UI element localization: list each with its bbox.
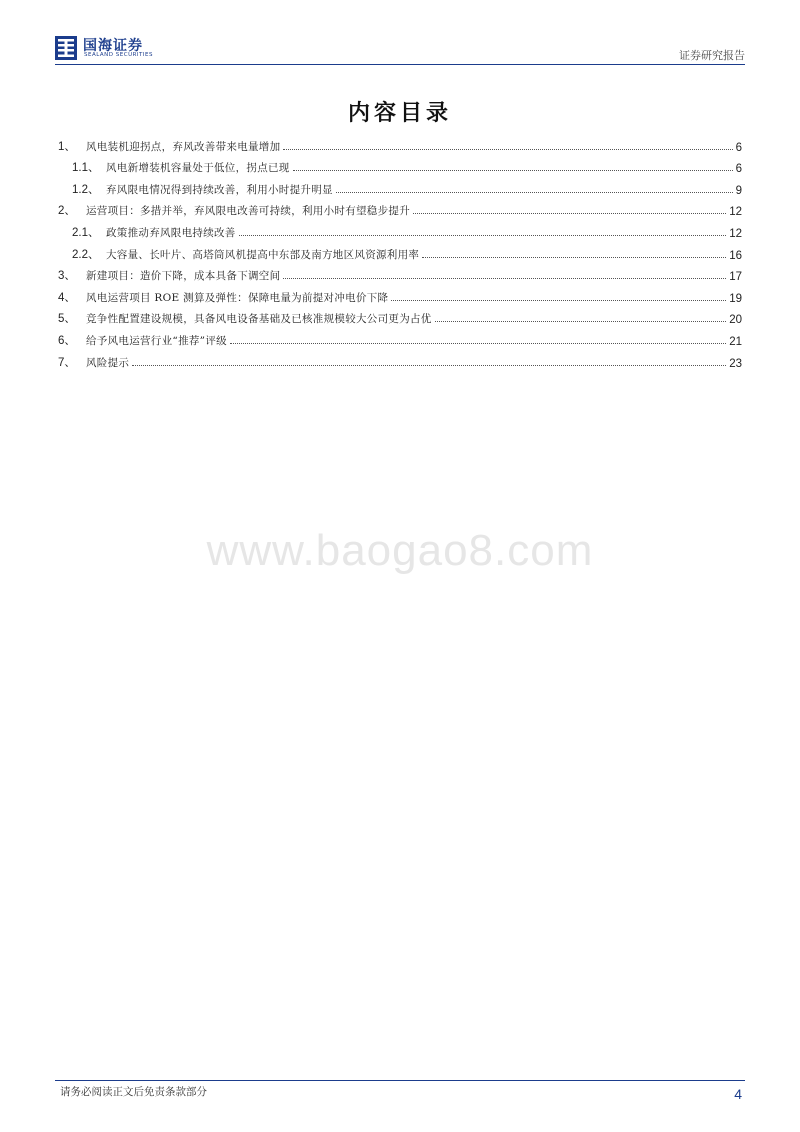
toc-entry-page: 21 xyxy=(729,335,742,348)
toc-entry[interactable] xyxy=(58,132,742,154)
toc-entry-title: 风电装机迎拐点，弃风改善带来电量增加 xyxy=(86,140,281,153)
toc-entry-title: 新建项目：造价下降，成本具备下调空间 xyxy=(86,270,281,283)
toc-entry[interactable] xyxy=(58,154,742,176)
toc-entry-title: 给予风电运营行业“推荐”评级 xyxy=(86,334,227,347)
toc-leader-dots xyxy=(413,213,726,214)
toc-entry-title: 风险提示 xyxy=(86,356,130,369)
toc-entry[interactable] xyxy=(58,262,742,284)
toc-leader-dots xyxy=(391,300,726,301)
logo-chinese-name: 国海证券 xyxy=(83,38,143,54)
toc-entry[interactable] xyxy=(58,283,742,305)
toc-leader-dots xyxy=(283,149,732,150)
toc-leader-dots xyxy=(230,343,726,344)
toc-entry-title: 风电新增装机容量处于低位，拐点已现 xyxy=(106,162,290,175)
toc-leader-dots xyxy=(336,192,733,193)
toc-entry[interactable] xyxy=(58,348,742,370)
toc-title: 内容目录 xyxy=(347,100,452,126)
toc-entry-page: 17 xyxy=(729,271,742,284)
toc-entry-number: 2.2、 xyxy=(72,248,100,261)
toc-entry-number: 1、 xyxy=(58,140,76,153)
header-divider xyxy=(55,64,745,65)
toc-leader-dots xyxy=(283,278,726,279)
toc-entry-number: 1.2、 xyxy=(72,183,100,196)
report-type-label: 证券研究报告 xyxy=(679,49,745,62)
page-header xyxy=(55,34,745,64)
toc-entry[interactable] xyxy=(58,197,742,219)
sealand-logo-icon xyxy=(55,36,77,60)
toc-entry[interactable] xyxy=(58,218,742,240)
toc-entry-title: 大容量、长叶片、高塔筒风机提高中东部及南方地区风资源利用率 xyxy=(106,248,420,261)
toc-entry[interactable] xyxy=(58,326,742,348)
toc-leader-dots xyxy=(132,365,726,366)
toc-entry-title: 弃风限电情况得到持续改善，利用小时提升明显 xyxy=(106,183,333,196)
toc-entry-title: 政策推动弃风限电持续改善 xyxy=(106,226,236,239)
toc-entry-page: 9 xyxy=(735,184,742,197)
toc-entry-page: 12 xyxy=(729,206,742,219)
toc-entry-number: 3、 xyxy=(58,270,76,283)
toc-entry-number: 4、 xyxy=(58,291,76,304)
toc-entry-title: 运营项目：多措并举，弃风限电改善可持续，利用小时有望稳步提升 xyxy=(86,205,410,218)
toc-entry-number: 2.1、 xyxy=(72,226,100,239)
disclaimer-note: 请务必阅读正文后免责条款部分 xyxy=(60,1086,207,1098)
toc-entry-page: 12 xyxy=(729,227,742,240)
toc-entry-title: 竞争性配置建设规模，具备风电设备基础及已核准规模较大公司更为占优 xyxy=(86,313,432,326)
toc-entry-number: 5、 xyxy=(58,313,76,326)
sealand-logo xyxy=(55,34,215,64)
toc-entry-number: 7、 xyxy=(58,356,76,369)
toc-entry-page: 23 xyxy=(729,357,742,370)
logo-english-name: SEALAND SECURITIES xyxy=(84,52,154,58)
toc-leader-dots xyxy=(422,257,726,258)
toc-entry[interactable] xyxy=(58,240,742,262)
page-number: 4 xyxy=(734,1086,742,1102)
toc-entry-title: 风电运营项目 ROE 测算及弹性：保障电量为前提对冲电价下降 xyxy=(86,291,389,304)
toc-entry-number: 2、 xyxy=(58,205,76,218)
toc-leader-dots xyxy=(239,235,727,236)
toc-entry[interactable] xyxy=(58,305,742,327)
table-of-contents xyxy=(58,132,742,370)
toc-entry-number: 6、 xyxy=(58,334,76,347)
toc-entry-page: 6 xyxy=(735,163,742,176)
toc-leader-dots xyxy=(293,170,733,171)
footer-divider xyxy=(55,1080,745,1081)
toc-entry-number: 1.1、 xyxy=(72,162,100,175)
toc-entry-page: 16 xyxy=(729,249,742,262)
toc-leader-dots xyxy=(435,321,727,322)
toc-entry-page: 19 xyxy=(729,292,742,305)
toc-entry-page: 6 xyxy=(735,141,742,154)
watermark: www.baogao8.com xyxy=(206,526,594,575)
toc-entry[interactable] xyxy=(58,175,742,197)
toc-entry-page: 20 xyxy=(729,314,742,327)
